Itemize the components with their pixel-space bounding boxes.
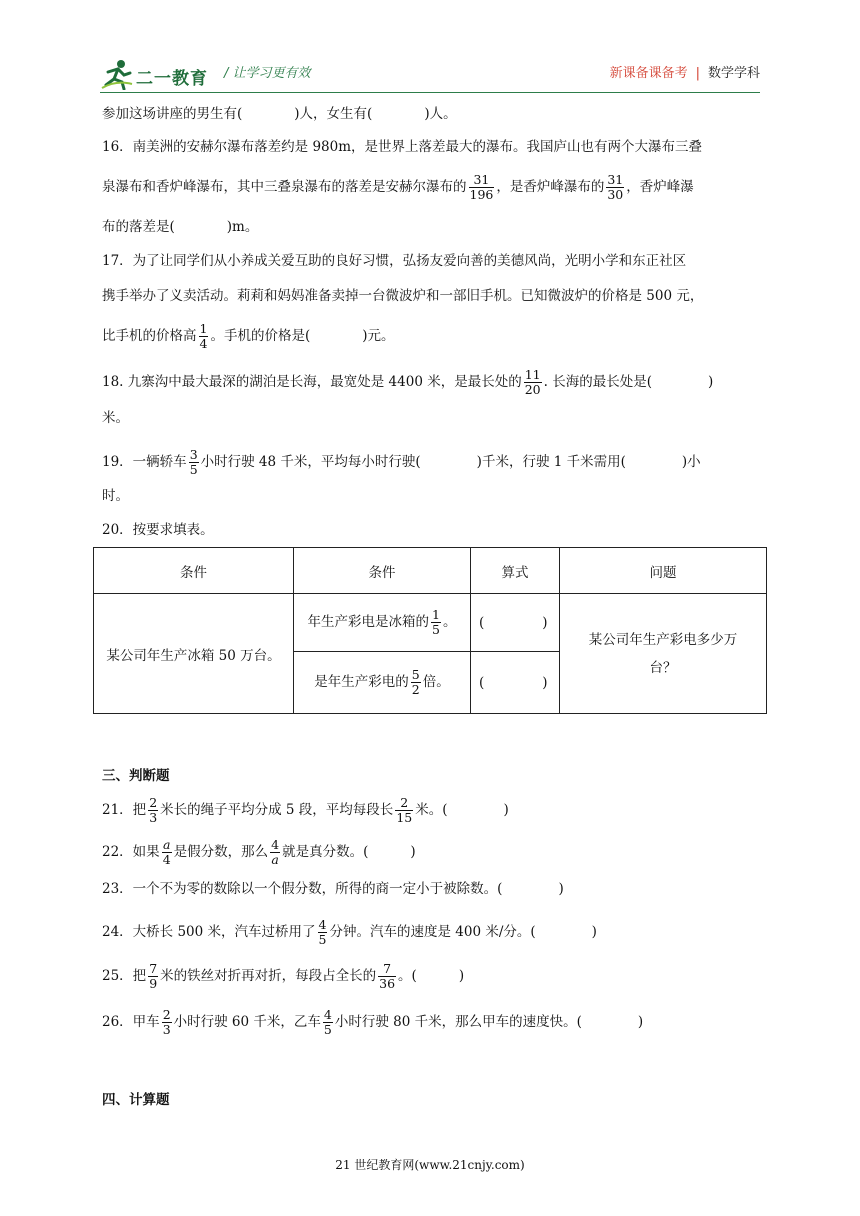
fraction-denominator: 9 xyxy=(149,976,158,991)
q19-text-a: 19．一辆轿车 xyxy=(102,454,187,470)
fraction xyxy=(162,1008,172,1037)
q19-text-b: 小时行驶 48 千米，平均每小时行驶( xyxy=(200,454,421,470)
paren-open: ( xyxy=(479,614,485,631)
q16-text-b: ，是香炉峰瀑布的 xyxy=(496,179,605,195)
fraction-numerator: 4 xyxy=(271,837,280,852)
q16-text-d: 布的落差是( xyxy=(102,219,175,235)
q21-text-d: ) xyxy=(503,802,509,818)
paren-close: ) xyxy=(542,674,548,691)
table-header-cell: 条件 xyxy=(94,548,294,594)
question-18-line-2: 米。 xyxy=(102,410,129,426)
fraction xyxy=(524,368,542,397)
fraction-numerator: 4 xyxy=(323,1007,332,1022)
question-20-title: 20．按要求填表。 xyxy=(102,522,214,538)
q18-text-b: . 长海的最长处是( xyxy=(543,374,652,390)
question-24 xyxy=(102,918,597,947)
header-divider xyxy=(100,92,760,93)
fraction xyxy=(323,1008,333,1037)
fraction-denominator: 2 xyxy=(411,682,420,697)
fraction-numerator: 2 xyxy=(149,795,158,810)
q23-text-a: 23．一个不为零的数除以一个假分数，所得的商一定小于被除数。( xyxy=(102,881,503,897)
q18-text-c: ) xyxy=(707,374,714,390)
condition-text: 倍。 xyxy=(422,674,450,690)
fraction-numerator: 7 xyxy=(149,961,158,976)
paren-open: ( xyxy=(479,674,485,691)
q17-text-c: )元。 xyxy=(362,328,395,344)
fraction-denominator: 36 xyxy=(379,976,396,991)
q24-text-a: 24．大桥长 500 米，汽车过桥用了 xyxy=(102,924,316,940)
q24-text-d: ) xyxy=(591,924,597,940)
q26-text-c: 小时行驶 80 千米，那么甲车的速度快。( xyxy=(334,1014,582,1030)
q16-text-a: 泉瀑布和香炉峰瀑布，其中三叠泉瀑布的落差是安赫尔瀑布的 xyxy=(102,179,467,195)
fraction xyxy=(378,962,396,991)
q23-text-d: ) xyxy=(558,881,564,897)
table-header-cell: 条件 xyxy=(294,548,471,594)
header-separator: | xyxy=(695,66,700,81)
fraction-denominator: 5 xyxy=(189,462,198,477)
q16-text-e: )m。 xyxy=(226,219,259,235)
question-16-line-3 xyxy=(102,217,258,237)
q15-text-c: )人。 xyxy=(424,106,457,122)
fraction xyxy=(189,448,199,477)
fraction xyxy=(431,608,441,637)
question-15-continuation xyxy=(102,104,457,124)
fraction xyxy=(148,962,158,991)
fraction-denominator: 20 xyxy=(524,382,541,397)
q22-text-d: ) xyxy=(410,844,416,860)
paren-close: ) xyxy=(542,614,548,631)
fraction-denominator: a xyxy=(271,852,279,867)
fraction-numerator: 1 xyxy=(199,321,208,336)
fraction-numerator: 7 xyxy=(378,962,396,977)
fraction-denominator: 196 xyxy=(469,187,494,202)
condition-text: 年生产彩电是冰箱的 xyxy=(307,614,430,630)
q19-text-c: )千米，行驶 1 千米需用( xyxy=(476,454,626,470)
fraction-denominator: 15 xyxy=(396,810,413,825)
fraction-numerator: 5 xyxy=(411,667,420,682)
q15-text-a: 参加这场讲座的男生有( xyxy=(102,106,243,122)
table-row xyxy=(94,594,767,652)
question-25 xyxy=(102,962,464,991)
fraction-denominator: 5 xyxy=(318,932,327,947)
q22-text-a: 22．如果 xyxy=(102,844,160,860)
fraction-numerator: 2 xyxy=(395,796,413,811)
header-subject xyxy=(610,62,760,81)
q25-text-d: ) xyxy=(458,968,465,984)
q21-text-a: 21．把 xyxy=(102,802,147,818)
fraction xyxy=(318,918,328,947)
q26-text-d: ) xyxy=(637,1014,644,1030)
table-header-row xyxy=(94,548,767,594)
q15-text-b: )人，女生有( xyxy=(294,106,373,122)
q24-text-b: 分钟。汽车的速度是 400 米/分。( xyxy=(329,924,536,940)
fraction xyxy=(395,796,413,825)
q25-text-c: 。( xyxy=(398,968,417,984)
fraction xyxy=(469,173,495,202)
question-text: 台？ xyxy=(649,659,677,676)
fraction-numerator: 1 xyxy=(432,607,440,622)
formula-cell[interactable] xyxy=(471,594,560,652)
fraction xyxy=(270,838,280,867)
question-23 xyxy=(102,879,564,899)
header-subject-name: 数学学科 xyxy=(707,66,760,81)
fraction-denominator: 3 xyxy=(149,810,158,825)
q22-text-c: 就是真分数。( xyxy=(282,844,369,860)
fraction-numerator: 31 xyxy=(607,172,624,187)
q25-text-a: 25．把 xyxy=(102,968,147,984)
q21-text-c: 米。( xyxy=(415,802,448,818)
condition-text: 。 xyxy=(442,614,457,630)
question-21 xyxy=(102,796,509,825)
slogan: / 让学习更有效 xyxy=(224,66,311,81)
question-17-line-1: 17．为了让同学们从小养成关爱互助的良好习惯，弘扬友爱向善的美德风尚，光明小学和东正社区 xyxy=(102,253,687,269)
question-16-line-1: 16．南美洲的安赫尔瀑布落差约是 980m，是世界上落差最大的瀑布。我国庐山也有两个大瀑布三叠 xyxy=(102,139,703,155)
q22-text-b: 是假分数，那么 xyxy=(173,844,269,860)
condition-cell xyxy=(294,652,471,714)
question-cell xyxy=(560,594,767,714)
q18-text-a: 18. 九寨沟中最大最深的湖泊是长海，最宽处是 4400 米，是最长处的 xyxy=(102,374,522,390)
question-19-line-2: 时。 xyxy=(102,488,129,504)
fill-table xyxy=(93,547,767,714)
section-title-judgement: 三、判断题 xyxy=(102,768,170,784)
question-16-line-2 xyxy=(102,173,694,202)
formula-cell[interactable] xyxy=(471,652,560,714)
condition-text: 是年生产彩电的 xyxy=(314,674,409,690)
fraction-numerator: 31 xyxy=(469,173,495,188)
fraction-numerator: a xyxy=(162,837,171,852)
fraction-numerator: 11 xyxy=(524,367,541,382)
q21-text-b: 米长的绳子平均分成 5 段，平均每段长 xyxy=(160,802,394,818)
fraction-denominator: 5 xyxy=(432,622,440,637)
question-19-line-1 xyxy=(102,448,701,477)
question-18-line-1 xyxy=(102,368,713,397)
condition-cell xyxy=(294,594,471,652)
fraction xyxy=(199,322,209,351)
q17-text-b: 。手机的价格是( xyxy=(210,328,311,344)
question-17-line-2: 携手举办了义卖活动。莉莉和妈妈准备卖掉一台微波炉和一部旧手机。已知微波炉的价格是 500 元， xyxy=(102,288,704,304)
fraction-denominator: 4 xyxy=(199,336,208,351)
fraction-numerator: 2 xyxy=(162,1007,171,1022)
question-17-line-3 xyxy=(102,322,395,351)
fraction xyxy=(606,173,624,202)
table-header-cell: 问题 xyxy=(560,548,767,594)
page-header xyxy=(100,54,760,94)
fraction xyxy=(148,796,158,825)
fraction xyxy=(162,838,172,867)
header-course: 新课备课备考 xyxy=(609,66,688,81)
page-footer: 21 世纪教育网(www.21cnjy.com) xyxy=(335,1158,525,1172)
q16-text-c: ，香炉峰瀑 xyxy=(626,179,694,195)
logo-text: 二一教育 xyxy=(136,69,208,89)
fraction-denominator: 4 xyxy=(162,852,171,867)
section-title-calculation: 四、计算题 xyxy=(102,1092,170,1108)
q26-text-a: 26．甲车 xyxy=(102,1014,160,1030)
question-22 xyxy=(102,838,416,867)
runner-logo-icon xyxy=(100,58,134,90)
fraction-numerator: 4 xyxy=(318,917,327,932)
q17-text-a: 比手机的价格高 xyxy=(102,328,197,344)
fraction-denominator: 3 xyxy=(162,1022,171,1037)
question-26 xyxy=(102,1008,643,1037)
fraction-denominator: 30 xyxy=(607,187,624,202)
fraction-numerator: 3 xyxy=(189,447,198,462)
table-header-cell: 算式 xyxy=(471,548,560,594)
question-text: 某公司年生产彩电多少万 xyxy=(588,631,738,648)
fraction xyxy=(411,668,421,697)
q25-text-b: 米的铁丝对折再对折，每段占全长的 xyxy=(160,968,377,984)
q19-text-d: )小 xyxy=(681,454,701,470)
fraction-denominator: 5 xyxy=(323,1022,332,1037)
condition-cell: 某公司年生产冰箱 50 万台。 xyxy=(94,594,294,714)
q26-text-b: 小时行驶 60 千米，乙车 xyxy=(173,1014,321,1030)
